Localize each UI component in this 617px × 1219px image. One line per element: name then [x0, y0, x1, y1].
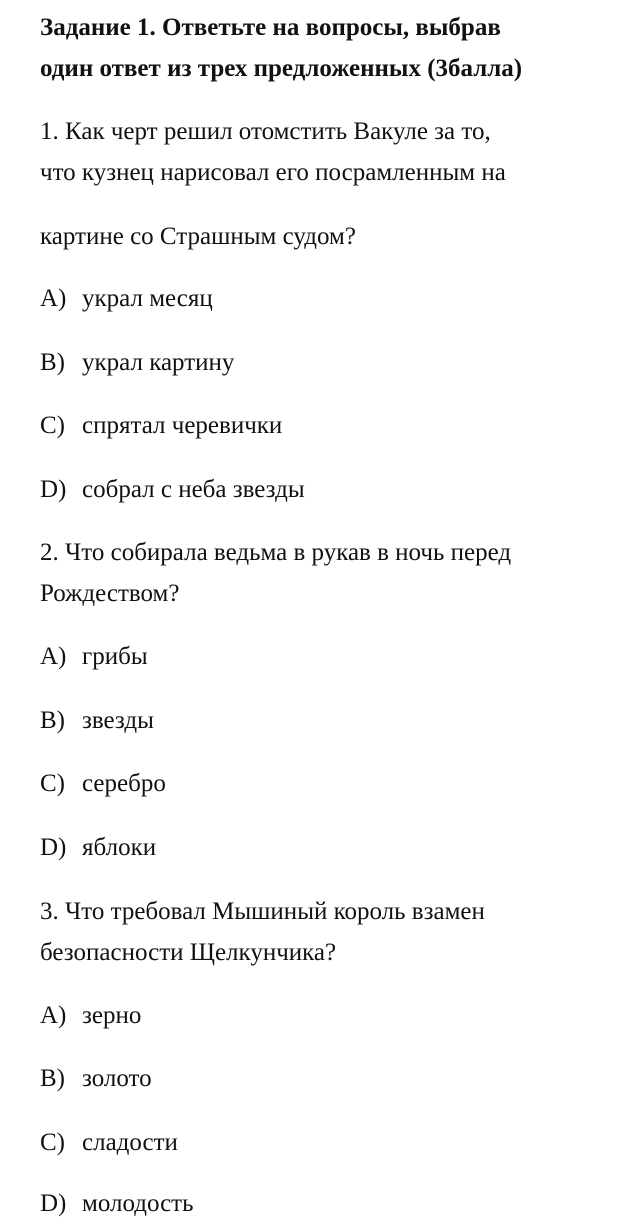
question-3-line-2: безопасности Щелкунчика? [40, 939, 337, 966]
question-3-line-1: 3. Что требовал Мышиный король взамен [40, 898, 485, 925]
option-text: сладости [82, 1129, 178, 1156]
question-1-option-b [40, 348, 234, 378]
question-1-option-a [40, 284, 213, 314]
question-3-option-c [40, 1128, 178, 1158]
option-text: золото [82, 1065, 152, 1092]
option-letter: D) [40, 834, 67, 861]
option-letter: C) [40, 1129, 65, 1156]
question-2-option-a [40, 642, 148, 672]
option-text: украл картину [82, 349, 235, 376]
question-1-option-d [40, 475, 305, 505]
question-2-line-2: Рождеством? [40, 580, 180, 607]
option-letter: D) [40, 1190, 67, 1217]
question-2-line-1: 2. Что собирала ведьма в рукав в ночь перед [40, 539, 512, 566]
option-letter: A) [40, 1002, 67, 1029]
task-title-line-1: Задание 1. Ответьте на вопросы, выбрав [40, 14, 501, 41]
option-text: грибы [82, 643, 148, 670]
option-text: спрятал черевички [82, 412, 283, 439]
option-text: звезды [82, 707, 154, 734]
question-2-option-b [40, 706, 154, 736]
question-2-option-c [40, 769, 166, 799]
option-letter: C) [40, 412, 65, 439]
question-3-option-a [40, 1001, 141, 1031]
option-text: украл месяц [82, 285, 213, 312]
option-letter: A) [40, 643, 67, 670]
option-text: зерно [82, 1002, 142, 1029]
option-letter: C) [40, 770, 65, 797]
option-text: яблоки [82, 834, 157, 861]
question-3-option-b [40, 1064, 152, 1094]
question-1-line-1: 1. Как черт решил отомстить Вакуле за то, [40, 118, 491, 145]
option-letter: B) [40, 1065, 65, 1092]
option-letter: D) [40, 476, 67, 503]
question-1-line-3: картине со Страшным судом? [40, 223, 356, 250]
option-letter: B) [40, 349, 65, 376]
task-title-line-2: один ответ из трех предложенных (3балла) [40, 55, 523, 82]
question-3-option-d [40, 1189, 194, 1219]
option-text: серебро [82, 770, 166, 797]
question-1-option-c [40, 411, 282, 441]
option-letter: B) [40, 707, 65, 734]
option-letter: A) [40, 285, 67, 312]
option-text: собрал с неба звезды [82, 476, 305, 503]
question-1-line-2: что кузнец нарисовал его посрамленным на [40, 159, 506, 186]
option-text: молодость [82, 1190, 194, 1217]
question-2-option-d [40, 833, 156, 863]
